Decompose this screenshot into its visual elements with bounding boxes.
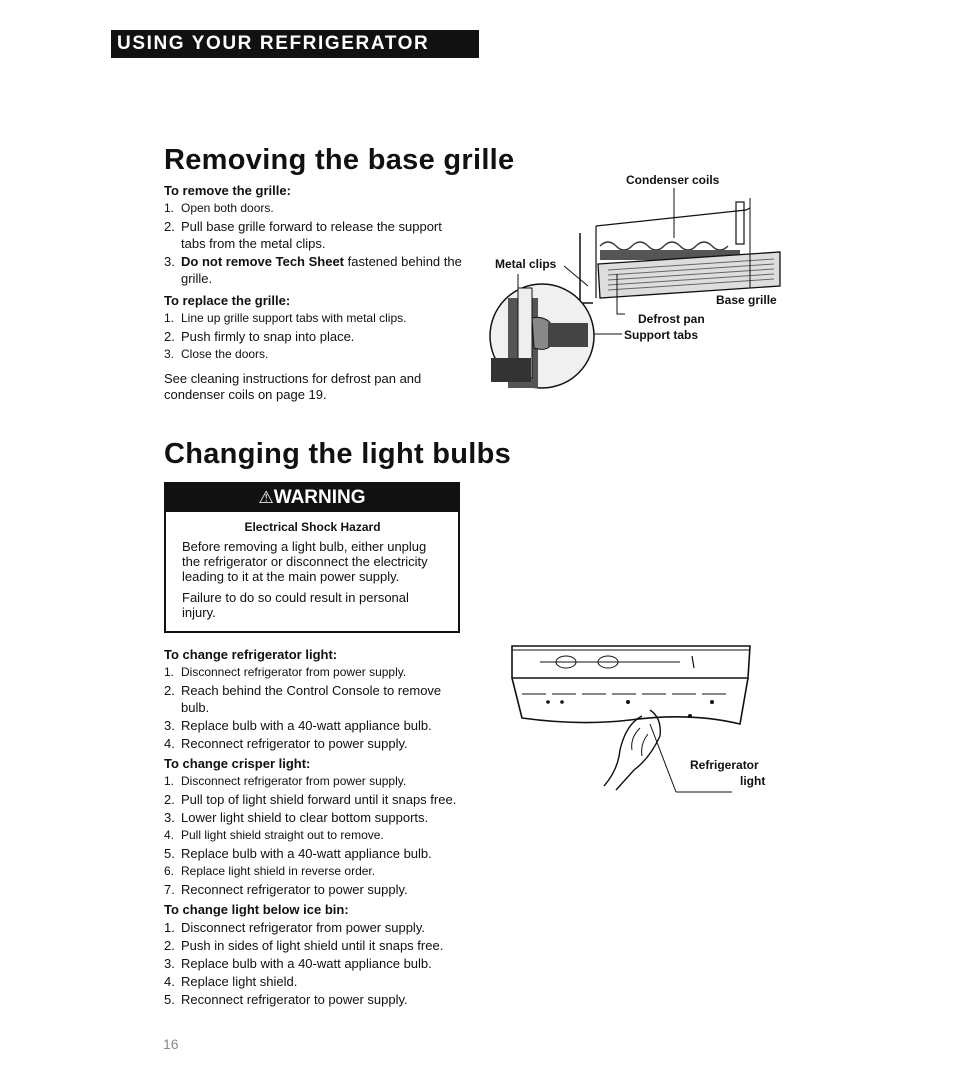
step-number: 2. [164, 219, 175, 234]
list-item [164, 682, 464, 716]
list-item [164, 328, 464, 345]
step-number: 5. [164, 846, 175, 861]
metal-clips-label: Metal clips [495, 257, 557, 271]
fridge-light-heading: To change refrigerator light: [164, 647, 338, 662]
icebin-light-steps [164, 919, 464, 1008]
step-number: 2. [164, 329, 175, 344]
step-number: 5. [164, 992, 175, 1007]
step-text: Replace light shield. [181, 974, 298, 989]
list-item [164, 809, 464, 826]
step-text: Disconnect refrigerator from power supply. [181, 920, 425, 935]
step-number: 3. [164, 956, 175, 971]
page-number: 16 [163, 1036, 179, 1052]
condenser-coils-label: Condenser coils [626, 173, 720, 187]
base-grille-illustration [488, 168, 798, 400]
list-item [164, 717, 464, 734]
cleaning-note: See cleaning instructions for defrost pan and condenser coils on page 19. [164, 371, 422, 402]
section-header [111, 30, 479, 58]
step-text: Replace bulb with a 40-watt appliance bulb. [181, 846, 432, 861]
icebin-light-heading: To change light below ice bin: [164, 902, 349, 917]
list-item [164, 346, 464, 363]
list-item [164, 253, 464, 287]
step-number: 6. [164, 864, 175, 878]
step-text: Pull top of light shield forward until it snaps free. [181, 792, 457, 807]
step-number: 3. [164, 254, 175, 269]
grille-instructions [164, 183, 464, 403]
list-item [164, 937, 464, 954]
step-number: 4. [164, 828, 175, 842]
step-text: Open both doors. [181, 201, 274, 215]
step-number: 1. [164, 311, 175, 325]
grille-section-title: Removing the base grille [164, 144, 515, 176]
list-item [164, 845, 464, 862]
list-item [164, 955, 464, 972]
refrigerator-light-label-line2: light [740, 774, 766, 788]
refrigerator-light-illustration [500, 640, 770, 800]
section-header-label: USING YOUR REFRIGERATOR [117, 33, 430, 54]
bulbs-section-title: Changing the light bulbs [164, 438, 512, 470]
list-item [164, 200, 464, 217]
step-number: 3. [164, 718, 175, 733]
list-item [164, 735, 464, 752]
step-number: 1. [164, 920, 175, 935]
warning-title: Electrical Shock Hazard [244, 520, 381, 534]
step-text: Reconnect refrigerator to power supply. [181, 882, 408, 897]
step-number: 1. [164, 201, 175, 215]
step-text: Push firmly to snap into place. [181, 329, 355, 344]
support-tabs-label: Support tabs [624, 328, 698, 342]
refrigerator-light-label-line1: Refrigerator [690, 758, 759, 772]
warning-triangle-icon: ⚠ [258, 488, 274, 507]
list-item [164, 218, 464, 252]
list-item [164, 919, 464, 936]
list-item [164, 991, 464, 1008]
step-text: Reach behind the Control Console to remove bulb. [181, 683, 442, 715]
remove-grille-steps [164, 200, 464, 287]
step-number: 4. [164, 736, 175, 751]
step-text: Replace light shield in reverse order. [181, 864, 376, 878]
remove-grille-heading: To remove the grille: [164, 183, 291, 198]
fridge-light-steps [164, 664, 464, 752]
list-item [164, 664, 464, 681]
step-number: 2. [164, 938, 175, 953]
step-text: Line up grille support tabs with metal clips. [181, 311, 407, 325]
step-text: Disconnect refrigerator from power supply. [181, 665, 407, 679]
defrost-pan-label: Defrost pan [638, 312, 705, 326]
list-item [164, 863, 464, 880]
step-text: Close the doors. [181, 347, 269, 361]
step-text: Do not remove Tech Sheet fastened behind the grille. [181, 254, 462, 286]
crisper-light-steps [164, 773, 464, 898]
step-number: 3. [164, 810, 175, 825]
step-number: 2. [164, 792, 175, 807]
list-item [164, 791, 464, 808]
base-grille-label: Base grille [716, 293, 777, 307]
warning-text-1: Before removing a light bulb, either unplug the refrigerator or disconnect the electricity leading to it at the main power supply. [182, 539, 428, 584]
step-number: 4. [164, 974, 175, 989]
step-text: Replace bulb with a 40-watt appliance bulb. [181, 718, 432, 733]
step-text: Reconnect refrigerator to power supply. [181, 992, 408, 1007]
warning-header [166, 484, 458, 512]
step-text: Push in sides of light shield until it snaps free. [181, 938, 444, 953]
step-number: 7. [164, 882, 175, 897]
step-number: 2. [164, 683, 175, 698]
list-item [164, 310, 464, 327]
step-text: Disconnect refrigerator from power supply. [181, 774, 407, 788]
step-number: 3. [164, 347, 175, 361]
step-text: Pull light shield straight out to remove. [181, 828, 384, 842]
crisper-light-heading: To change crisper light: [164, 756, 311, 771]
list-item [164, 827, 464, 844]
step-text: Pull base grille forward to release the support tabs from the metal clips. [181, 219, 442, 251]
step-text: Replace bulb with a 40-watt appliance bulb. [181, 956, 432, 971]
list-item [164, 973, 464, 990]
warning-label: WARNING [273, 487, 366, 508]
replace-grille-steps [164, 310, 464, 363]
warning-box [164, 482, 460, 633]
list-item [164, 773, 464, 790]
replace-grille-heading: To replace the grille: [164, 293, 291, 308]
step-number: 1. [164, 774, 175, 788]
warning-text-2: Failure to do so could result in personal injury. [182, 590, 409, 620]
step-number: 1. [164, 665, 175, 679]
step-text: Reconnect refrigerator to power supply. [181, 736, 408, 751]
list-item [164, 881, 464, 898]
step-text: Lower light shield to clear bottom supports. [181, 810, 429, 825]
bulb-instructions [164, 647, 464, 1009]
